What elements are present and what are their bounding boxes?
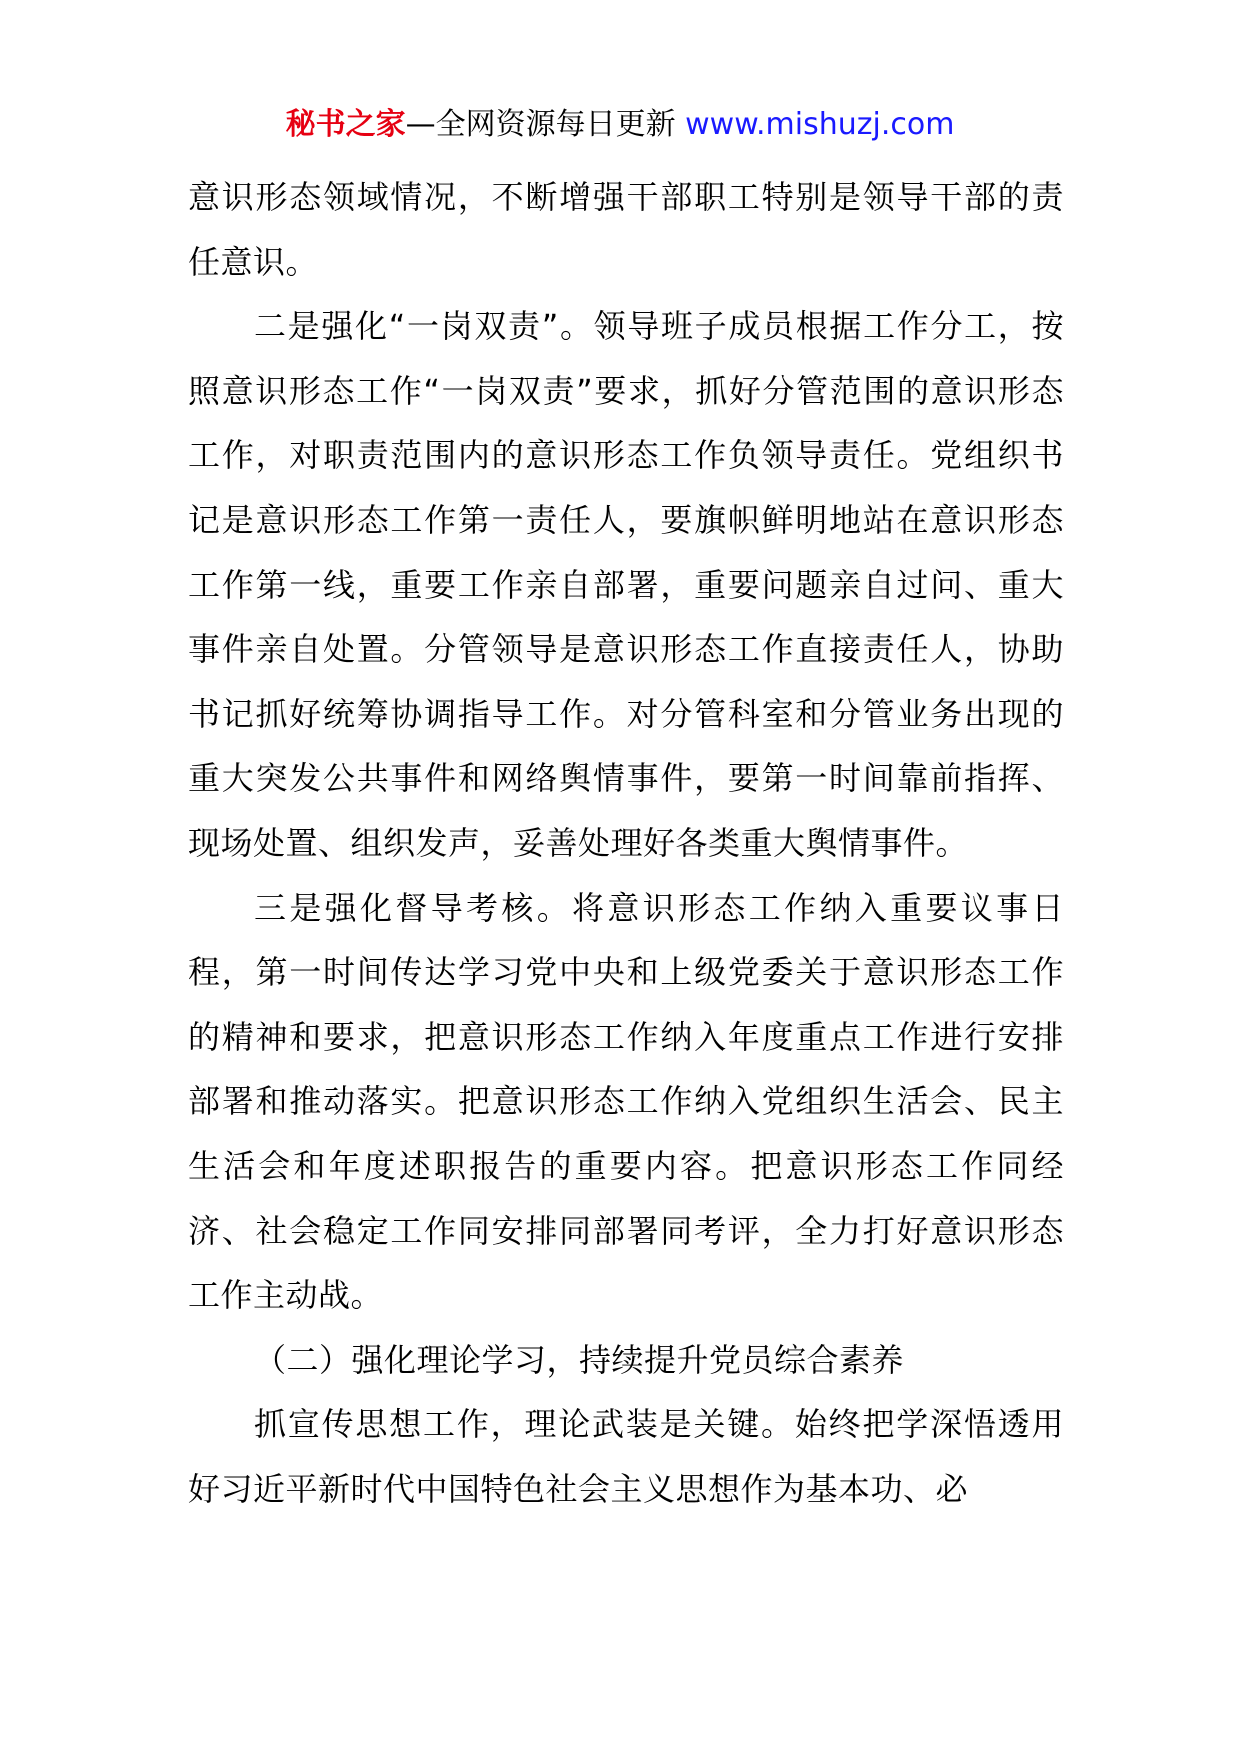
site-tagline: —全网资源每日更新	[405, 107, 676, 142]
paragraph-theory-study: 抓宣传思想工作，理论武装是关键。始终把学深悟透用好习近平新时代中国特色社会主义思想作为基本功、必	[188, 1405, 1064, 1508]
paragraph-supervision: 三是强化督导考核。将意识形态工作纳入重要议事日程，第一时间传达学习党中央和上级党委关于意识形态工作的精神和要求，把意识形态工作纳入年度重点工作进行安排部署和推动落实。把意识形态工作纳入党组织生活会、民主生活会和年度述职报告的重要内容。把意识形态工作同经济、社会稳定工作同安排同部署同考评，全力打好意识形态工作主动战。	[188, 888, 1064, 1315]
paragraph-dual-responsibility: 二是强化“一岗双责”。领导班子成员根据工作分工，按照意识形态工作“一岗双责”要求，抓好分管范围的意识形态工作，对职责范围内的意识形态工作负领导责任。党组织书记是意识形态工作第一责任人，要旗帜鲜明地站在意识形态工作第一线，重要工作亲自部署，重要问题亲自过问、重大事件亲自处置。分管领导是意识形态工作直接责任人，协助书记抓好统筹协调指导工作。对分管科室和分管业务出现的重大突发公共事件和网络舆情事件，要第一时间靠前指挥、现场处置、组织发声，妥善处理好各类重大舆情事件。	[188, 307, 1064, 862]
site-url-link[interactable]: www.mishuzj.com	[685, 107, 955, 142]
paragraph-continuation: 意识形态领域情况，不断增强干部职工特别是领导干部的责任意识。	[188, 178, 1064, 281]
site-brand: 秘书之家	[285, 107, 406, 142]
site-header	[0, 102, 1240, 148]
document-body	[188, 165, 1064, 1521]
section-heading: （二）强化理论学习，持续提升党员综合素养	[254, 1340, 905, 1379]
